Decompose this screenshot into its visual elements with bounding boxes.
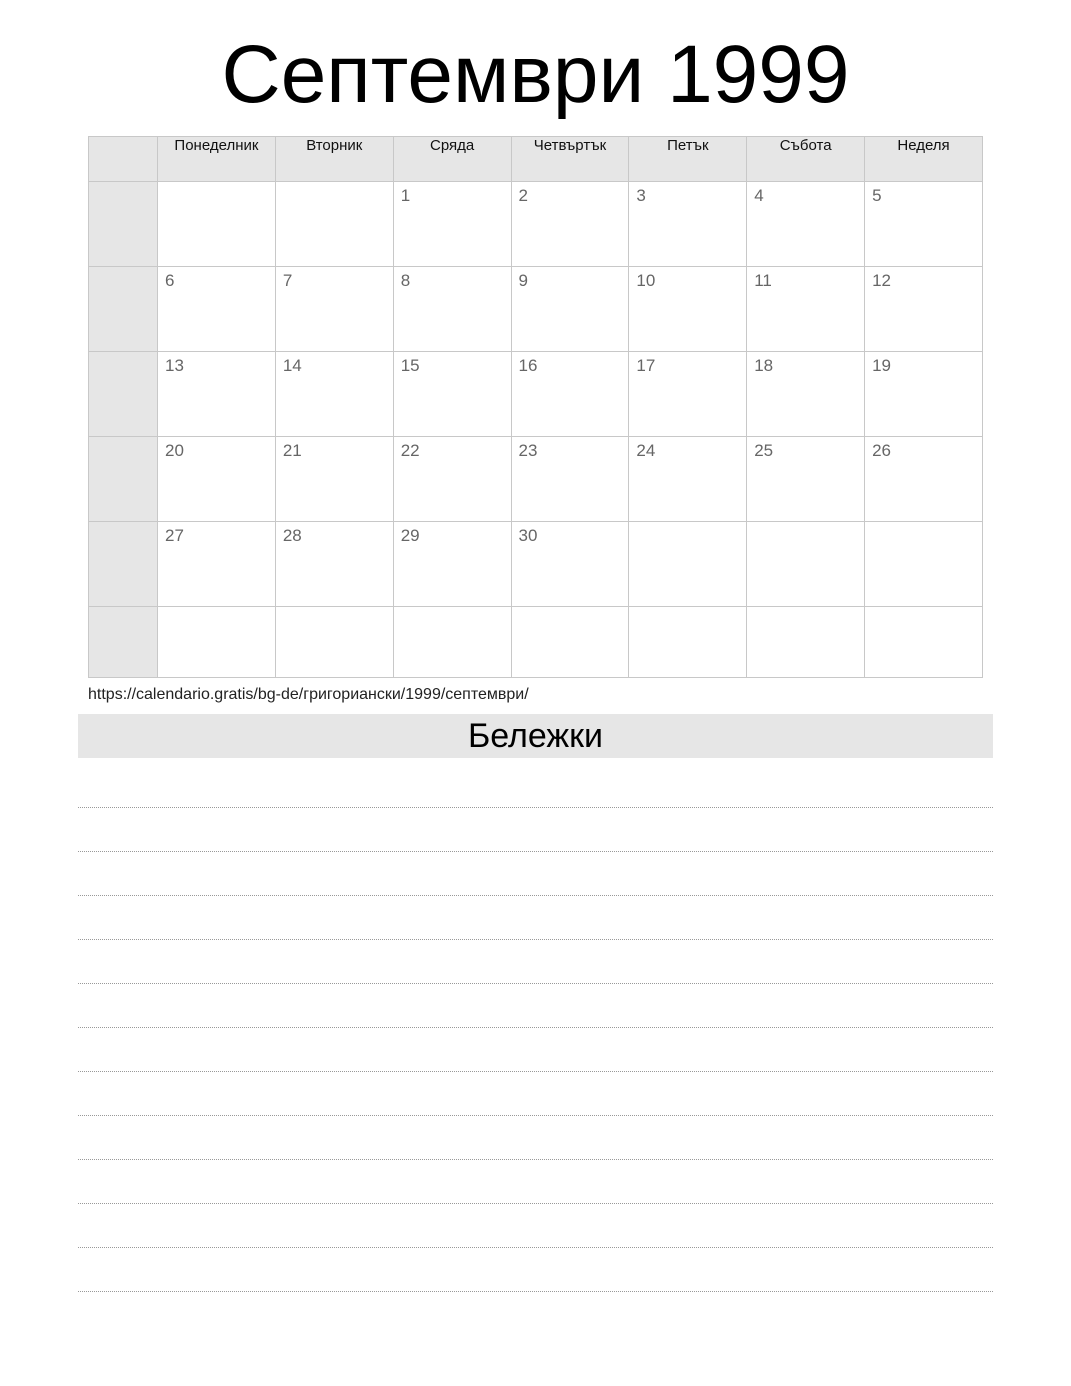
day-number: 11 bbox=[754, 271, 772, 291]
day-number: 17 bbox=[636, 356, 656, 376]
weekday-header-thursday: Четвъртък bbox=[511, 137, 629, 182]
day-cell[interactable] bbox=[393, 267, 511, 352]
calendar-body bbox=[89, 182, 983, 678]
day-cell[interactable] bbox=[393, 522, 511, 607]
day-cell[interactable] bbox=[275, 607, 393, 678]
note-line[interactable] bbox=[78, 1160, 993, 1204]
day-cell[interactable] bbox=[158, 607, 276, 678]
calendar-week-row bbox=[89, 437, 983, 522]
day-number: 19 bbox=[872, 356, 891, 376]
calendar-table bbox=[88, 136, 983, 678]
day-cell[interactable] bbox=[511, 437, 629, 522]
source-url[interactable]: https://calendario.gratis/bg-de/григориански/1999/септември/ bbox=[88, 686, 529, 704]
day-cell[interactable] bbox=[629, 267, 747, 352]
weekday-header-wednesday: Сряда bbox=[393, 137, 511, 182]
note-line[interactable] bbox=[78, 896, 993, 940]
day-number: 16 bbox=[518, 356, 538, 376]
day-cell[interactable] bbox=[747, 267, 865, 352]
day-number: 15 bbox=[400, 356, 420, 376]
day-number: 4 bbox=[754, 186, 764, 206]
week-label-cell bbox=[89, 352, 158, 437]
note-line[interactable] bbox=[78, 852, 993, 896]
day-number: 8 bbox=[400, 271, 411, 291]
day-number: 23 bbox=[518, 441, 538, 461]
day-cell[interactable] bbox=[747, 182, 865, 267]
note-line[interactable] bbox=[78, 940, 993, 984]
day-cell[interactable] bbox=[275, 352, 393, 437]
day-number: 6 bbox=[165, 271, 175, 291]
day-number: 2 bbox=[518, 186, 528, 206]
day-cell[interactable] bbox=[393, 437, 511, 522]
day-cell[interactable] bbox=[511, 607, 629, 678]
day-cell[interactable] bbox=[275, 522, 393, 607]
day-cell[interactable] bbox=[275, 267, 393, 352]
day-number: 20 bbox=[165, 441, 184, 461]
notes-lines bbox=[78, 764, 993, 1292]
day-number: 5 bbox=[872, 186, 882, 206]
day-number: 24 bbox=[636, 441, 656, 461]
day-cell[interactable] bbox=[629, 182, 747, 267]
weekday-header-tuesday: Вторник bbox=[275, 137, 393, 182]
note-line[interactable] bbox=[78, 764, 993, 808]
weekday-header-sunday: Неделя bbox=[865, 137, 983, 182]
calendar-week-row bbox=[89, 607, 983, 678]
note-line[interactable] bbox=[78, 1116, 993, 1160]
day-cell[interactable] bbox=[158, 522, 276, 607]
day-cell[interactable] bbox=[629, 437, 747, 522]
day-cell[interactable] bbox=[158, 267, 276, 352]
day-number: 1 bbox=[400, 186, 411, 206]
day-number: 10 bbox=[636, 271, 656, 291]
day-cell[interactable] bbox=[393, 182, 511, 267]
note-line[interactable] bbox=[78, 1248, 993, 1292]
calendar-corner-cell bbox=[89, 137, 158, 182]
day-number: 30 bbox=[518, 526, 538, 546]
day-cell[interactable] bbox=[158, 182, 276, 267]
notes-section bbox=[78, 714, 993, 1292]
calendar-week-row bbox=[89, 267, 983, 352]
weekday-header-friday: Петък bbox=[629, 137, 747, 182]
day-cell[interactable] bbox=[865, 182, 983, 267]
day-cell[interactable] bbox=[747, 522, 865, 607]
day-number: 22 bbox=[400, 441, 420, 461]
note-line[interactable] bbox=[78, 1204, 993, 1248]
day-cell[interactable] bbox=[629, 352, 747, 437]
week-label-cell bbox=[89, 182, 158, 267]
day-cell[interactable] bbox=[865, 352, 983, 437]
weekday-header-saturday: Събота bbox=[747, 137, 865, 182]
day-number: 29 bbox=[400, 526, 420, 546]
day-number: 12 bbox=[872, 271, 891, 291]
day-number: 14 bbox=[282, 356, 302, 376]
day-cell[interactable] bbox=[629, 607, 747, 678]
day-cell[interactable] bbox=[158, 437, 276, 522]
week-label-cell bbox=[89, 267, 158, 352]
day-cell[interactable] bbox=[747, 437, 865, 522]
week-label-cell bbox=[89, 522, 158, 607]
note-line[interactable] bbox=[78, 1028, 993, 1072]
day-number: 3 bbox=[636, 186, 646, 206]
day-number: 27 bbox=[165, 526, 184, 546]
week-label-cell bbox=[89, 607, 158, 678]
day-number: 26 bbox=[872, 441, 891, 461]
calendar-container bbox=[88, 136, 983, 678]
calendar-week-row bbox=[89, 352, 983, 437]
day-number: 18 bbox=[754, 356, 774, 376]
calendar-week-row bbox=[89, 182, 983, 267]
calendar-header-row bbox=[89, 137, 983, 182]
day-cell[interactable] bbox=[275, 182, 393, 267]
notes-title: Бележки bbox=[78, 714, 993, 758]
day-cell[interactable] bbox=[747, 607, 865, 678]
page-title: Септември 1999 bbox=[221, 29, 850, 120]
day-number: 9 bbox=[518, 271, 528, 291]
day-number: 13 bbox=[165, 356, 184, 376]
note-line[interactable] bbox=[78, 808, 993, 852]
day-cell[interactable] bbox=[275, 437, 393, 522]
day-cell[interactable] bbox=[865, 437, 983, 522]
day-number: 28 bbox=[282, 526, 302, 546]
day-cell[interactable] bbox=[865, 607, 983, 678]
day-cell[interactable] bbox=[511, 352, 629, 437]
day-cell[interactable] bbox=[511, 182, 629, 267]
note-line[interactable] bbox=[78, 1072, 993, 1116]
day-number: 7 bbox=[282, 271, 293, 291]
calendar-week-row bbox=[89, 522, 983, 607]
week-label-cell bbox=[89, 437, 158, 522]
day-cell[interactable] bbox=[393, 607, 511, 678]
day-cell[interactable] bbox=[629, 522, 747, 607]
note-line[interactable] bbox=[78, 984, 993, 1028]
day-cell[interactable] bbox=[865, 267, 983, 352]
day-cell[interactable] bbox=[747, 352, 865, 437]
day-cell[interactable] bbox=[865, 522, 983, 607]
day-cell[interactable] bbox=[393, 352, 511, 437]
day-cell[interactable] bbox=[158, 352, 276, 437]
day-cell[interactable] bbox=[511, 267, 629, 352]
weekday-header-monday: Понеделник bbox=[158, 137, 276, 182]
day-number: 25 bbox=[754, 441, 774, 461]
day-cell[interactable] bbox=[511, 522, 629, 607]
day-number: 21 bbox=[282, 441, 302, 461]
